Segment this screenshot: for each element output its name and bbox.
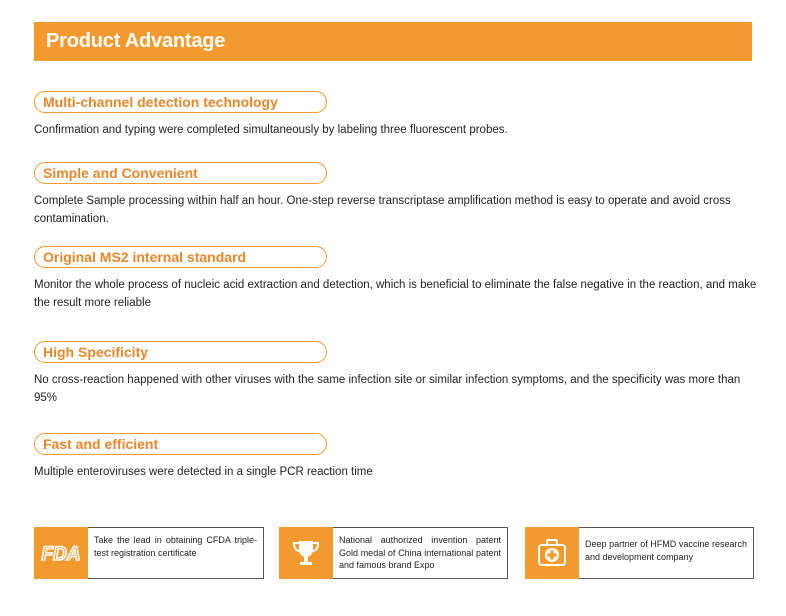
page-title: Product Advantage: [46, 30, 226, 52]
section-description: Complete Sample processing within half an hour. One-step reverse transcriptase amplification method is easy to operate and avoid cross contamination.: [34, 195, 731, 225]
badge-text: National authorized invention patent Gold medal of China international patent and famous brand Expo: [333, 527, 508, 579]
advantage-section-fast: [34, 433, 764, 481]
badge-cfda: [34, 527, 264, 579]
badge-text: Take the lead in obtaining CFDA triple-test registration certificate: [88, 527, 264, 579]
badge-text: Deep partner of HFMD vaccine research and development company: [579, 527, 754, 579]
badge-patent: [279, 527, 508, 579]
trophy-icon: [279, 527, 333, 579]
advantage-section-multichannel: [34, 91, 764, 139]
section-description: Monitor the whole process of nucleic acid extraction and detection, which is beneficial to eliminate the false negative in the reaction, and make the result more reliable: [34, 279, 757, 309]
advantage-section-ms2: [34, 246, 764, 312]
section-title: Fast and efficient: [34, 433, 327, 455]
section-description: Multiple enteroviruses were detected in a single PCR reaction time: [34, 466, 373, 478]
fda-logo-text: FDA: [41, 544, 81, 565]
section-title: Original MS2 internal standard: [34, 246, 327, 268]
section-title: Simple and Convenient: [34, 162, 327, 184]
badge-partner: [525, 527, 754, 579]
section-title: Multi-channel detection technology: [34, 91, 327, 113]
section-title: High Specificity: [34, 341, 327, 363]
fda-logo-icon: [34, 527, 88, 579]
section-description: Confirmation and typing were completed simultaneously by labeling three fluorescent probes.: [34, 124, 508, 136]
footer-badges: [34, 527, 754, 579]
section-description: No cross-reaction happened with other viruses with the same infection site or similar infection symptoms, and the specificity was more than 95%: [34, 374, 741, 404]
advantage-section-simple: [34, 162, 764, 228]
header-banner: [34, 22, 752, 61]
medical-kit-icon: [525, 527, 579, 579]
advantage-section-specificity: [34, 341, 764, 407]
